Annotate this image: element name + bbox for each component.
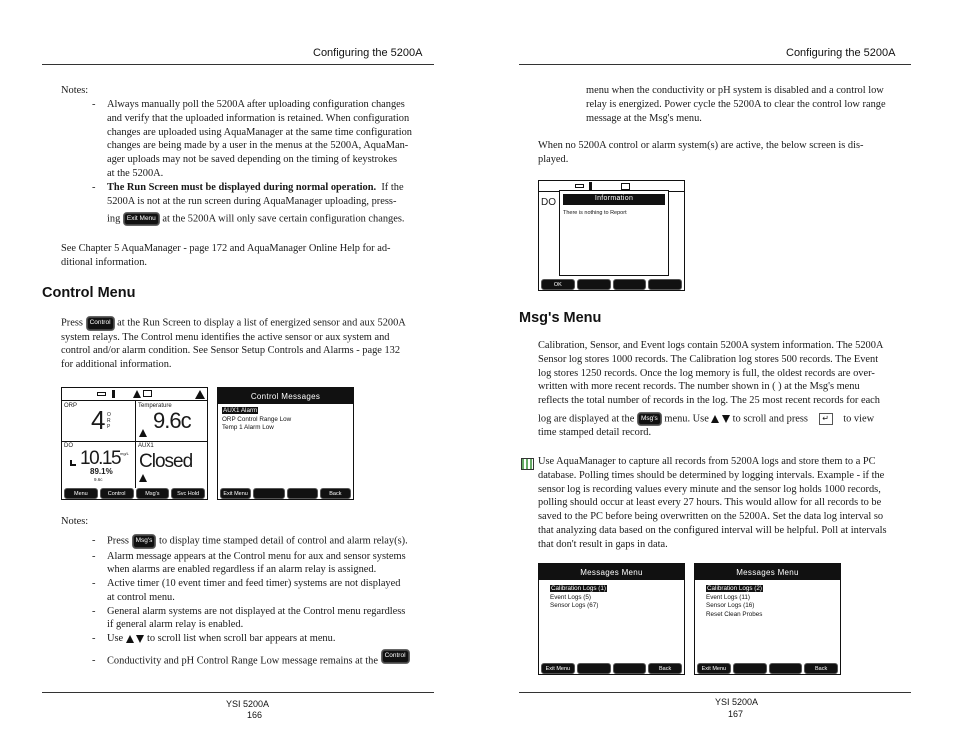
aquamanager-paragraph: Use AquaManager to capture all records from 5200A logs and store them to a PC database. Polling times should be determined by logging intervals. Example - if the sensor log is recording values every minute and the sensor log holds 1000 records, polling should occur at least every 27 hours. This would allow for all records to be saved to the PC before being overwritten on the 5200A. Set the data log interval so that analyzing data based on the configured interval will be helpful. Poll at intervals that don't result in gaps in data.	[538, 456, 887, 550]
run-screen-softkeys	[62, 488, 207, 499]
left-header: Configuring the 5200A	[313, 47, 423, 59]
softkey-menu: Menu	[64, 488, 98, 499]
notes1-item-1: - Always manually poll the 5200A after uploading configuration changes and verify that the uploaded information is retained. When configuration changes are uploaded using AquaManager at the same time configuration changes are being made by a user in the menus at the 5200A, AquaMan- ager uploads may not be saved depending on the timing of keystrokes at the 5200A.	[92, 99, 412, 179]
notes2-label: Notes:	[61, 516, 89, 527]
information-screen-image	[538, 180, 685, 291]
right-header: Configuring the 5200A	[786, 47, 896, 59]
messages-menu-screen-2	[694, 563, 841, 675]
continued-paragraph: menu when the conductivity or pH system is disabled and a control low relay is energized. Power cycle the 5200A to clear the control low range message at the Msg's menu.	[586, 85, 886, 124]
run-screen-image	[61, 387, 208, 500]
msgs-menu-paragraph: Calibration, Sensor, and Event logs contain 5200A system information. The 5200A Sensor log stores 1000 records. The Calibration log stores 500 records. The Event log stores 1250 records. Once the log memory is full, the oldest records are over- written with more recent records. The number shown in ( ) at the Msg's menu reflects the total number of records in the log. The 25 most recent records for each log are displayed at the Msg's menu. Use to scroll and press ↵ to view time stamped detail record.	[538, 340, 884, 439]
softkey-control: Control	[100, 488, 134, 499]
softkey-back: Back	[320, 488, 351, 499]
down-arrow-icon	[722, 415, 730, 423]
messages-menu-item: Calibration Logs (2)	[707, 585, 762, 592]
softkey-svc-hold: Svc Hold	[171, 488, 205, 499]
right-header-rule	[519, 64, 911, 65]
no-active-paragraph: When no 5200A control or alarm system(s) are active, the below screen is dis- played.	[538, 140, 864, 165]
messages-menu-item: Sensor Logs (16)	[706, 602, 755, 610]
exit-menu-key-icon: Exit Menu	[123, 212, 160, 227]
quad3-sub2: 9.6c	[94, 477, 103, 482]
softkey-blank	[577, 279, 611, 290]
softkey-blank	[577, 663, 611, 674]
messages-menu-softkeys	[539, 663, 684, 674]
control-message-item: AUX1 Alarm	[223, 407, 258, 414]
right-footer-model: YSI 5200A	[715, 697, 759, 707]
messages-menu-screen-1	[538, 563, 685, 675]
control-messages-screen-image	[217, 387, 354, 500]
control-key-icon: Control	[381, 649, 410, 664]
softkey-blank	[613, 663, 647, 674]
quad4-label: AUX1	[138, 443, 154, 449]
quad3-probe-icon	[70, 460, 76, 466]
softkey-msgs: Msg's	[136, 488, 170, 499]
battery-icon	[575, 184, 584, 188]
softkey-back: Back	[804, 663, 838, 674]
left-header-rule	[42, 64, 434, 65]
quad3-value: 10.15	[80, 448, 121, 469]
messages-menu-title: Messages Menu	[580, 568, 643, 577]
book-icon	[621, 183, 630, 190]
quad1-label: ORP	[64, 403, 78, 409]
messages-menu-softkeys	[695, 663, 840, 674]
quad4-value: Closed	[139, 451, 193, 472]
softkey-exit-menu: Exit Menu	[697, 663, 731, 674]
quad2-warning-icon	[139, 429, 147, 437]
messages-menu-item: Event Logs (11)	[706, 593, 750, 601]
up-arrow-icon	[711, 415, 719, 423]
right-footer-rule	[519, 692, 911, 693]
messages-menu-item: Event Logs (5)	[550, 593, 591, 601]
control-message-item: ORP Control Range Low	[222, 415, 292, 423]
left-footer-rule	[42, 692, 434, 693]
quad2-value: 9.6c	[153, 408, 191, 433]
softkey-blank	[613, 279, 647, 290]
right-footer-page: 167	[728, 709, 744, 719]
information-softkeys	[539, 279, 684, 290]
book-icon	[143, 390, 152, 397]
information-message: There is nothing to Report	[563, 210, 627, 216]
softkey-blank	[253, 488, 284, 499]
behind-label: DO	[541, 197, 556, 208]
alarm-warning-icon	[133, 390, 141, 398]
quad3-unit: mg/L	[120, 451, 129, 456]
control-key-icon: Control	[86, 316, 115, 331]
see-chapter-text: See Chapter 5 AquaManager - page 172 and AquaManager Online Help for ad- ditional information.	[61, 243, 391, 268]
softkey-blank	[648, 279, 682, 290]
softkey-back: Back	[648, 663, 682, 674]
messages-menu-item: Calibration Logs (1)	[551, 585, 606, 592]
status-bar-icon	[112, 390, 115, 398]
notes1-label: Notes:	[61, 85, 89, 96]
msgs-key-icon: Msg's	[132, 534, 157, 549]
status-bar-icon	[589, 182, 592, 190]
msgs-key-icon: Msg's	[637, 412, 662, 427]
quad4-warning-icon	[139, 474, 147, 482]
notes2-list: - Press Msg's to display time stamped detail of control and alarm relay(s). - Alarm message appears at the Control menu for aux and sensor systems when alarms are enabled regardless if an alarm relay is assigned. - Active timer (10 event timer and feed timer) systems are not displayed at control menu. - General alarm systems are not displayed at the Control menu regardless if general alarm relay is enabled. - Use to scroll list when scroll bar appears at menu. - Conductivity and pH Control Range Low message remains at the Control	[92, 535, 408, 667]
quad2-label: Temperature	[138, 403, 172, 409]
softkey-exit-menu: Exit Menu	[220, 488, 251, 499]
information-title: Information	[594, 195, 634, 202]
softkey-blank	[733, 663, 767, 674]
quad1-value: 4	[91, 405, 106, 435]
up-arrow-icon	[126, 635, 134, 643]
quad3-label: DO	[64, 443, 73, 449]
down-arrow-icon	[136, 635, 144, 643]
control-menu-heading: Control Menu	[42, 285, 136, 301]
softkey-blank	[769, 663, 803, 674]
left-footer-page: 166	[247, 710, 263, 720]
msgs-menu-heading: Msg's Menu	[519, 310, 602, 326]
computer-icon	[521, 458, 534, 470]
warning-icon	[195, 390, 205, 399]
messages-menu-item: Sensor Logs (67)	[550, 602, 599, 610]
quad1-unit: O R P	[107, 412, 111, 430]
softkey-blank	[287, 488, 318, 499]
quad3-sub: 89.1%	[90, 467, 113, 476]
control-messages-title: Control Messages	[250, 392, 321, 401]
enter-key-icon: ↵	[819, 413, 833, 425]
control-menu-paragraph: Press Control at the Run Screen to display a list of energized sensor and aux 5200A system relays. The Control menu identifies the active sensor or aux system and control and/or alarm condition. See Sensor Setup Controls and Alarms - page 132 for additional information.	[61, 317, 406, 371]
softkey-exit-menu: Exit Menu	[541, 663, 575, 674]
softkey-ok: OK	[541, 279, 575, 290]
battery-icon	[97, 392, 106, 396]
control-message-item: Temp 1 Alarm Low	[222, 424, 274, 432]
notes1-item-2: - The Run Screen must be displayed during normal operation. If the 5200A is not at the run screen during AquaManager uploading, press- ing Exit Menu at the 5200A will only save certain configuration changes.	[92, 182, 405, 225]
left-footer-model: YSI 5200A	[226, 699, 270, 709]
messages-menu-title: Messages Menu	[736, 568, 799, 577]
control-messages-softkeys	[218, 488, 353, 499]
messages-menu-item: Reset Clean Probes	[706, 610, 763, 618]
